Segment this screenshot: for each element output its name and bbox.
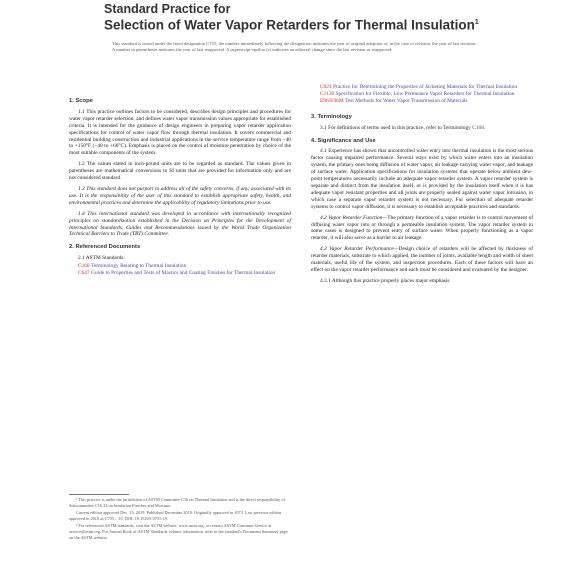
reference-title[interactable]: Terminology Relating to Thermal Insulation	[90, 263, 187, 270]
paragraph-4-1: 4.1 Experience has shown that uncontrolled water entry into thermal insulation is the most serious factor causing impaired performance. Several ways exist by which water enters into an insulation system, the primary ones being diffusion of water vapor, air leakage carrying water vapor, and leakage of surface water. Application specifications for insulation systems that operate below ambient dew-point temperatures necessarily include an adequate vapor retarder system. A vapor retarder system is separate and distinct from the insulation itself, or is provided by the insulation itself when it is has adequate vapor resistant properties and all joints are properly sealed against water vapor intrusion, in which case a separate vapor retarder system is not necessary. For selection of adequate retarder systems to control vapor diffusion, it is necessary to establish acceptable practices and standards.	[311, 148, 533, 210]
paragraph-4-3-1: 4.3.1 Although this practice properly places major emphasis	[320, 277, 450, 284]
paragraph-4-2-label: 4.2 Vapor Retarder Function—	[320, 214, 388, 221]
paragraph-4-3	[311, 246, 533, 274]
reference-c921[interactable]	[320, 84, 533, 91]
reference-title[interactable]: Guide to Properties and Tests of Mastics and Coating Finishes for Thermal Insulation	[91, 270, 276, 277]
paragraph-4-3-label: 4.3 Vapor Retarder Performance—	[320, 246, 399, 253]
terminology-link-c168[interactable]: C168	[472, 124, 484, 131]
reference-c647[interactable]	[78, 270, 291, 277]
reference-c1136[interactable]	[320, 91, 533, 98]
reference-code[interactable]: C921	[320, 84, 332, 90]
reference-title[interactable]: Test Methods for Water Vapor Transmission of Materials	[344, 97, 468, 104]
standard-type-heading: Standard Practice for	[104, 2, 231, 16]
left-column	[69, 92, 291, 277]
reference-title[interactable]: Specification for Flexible, Low Permeance Vapor Retarders for Thermal Insulation	[335, 90, 515, 97]
footnote-1: ¹ This practice is under the jurisdiction of ASTM Committee C16 on Thermal Insulation and is the direct responsibility of Subcommittee C16.33 on Insulation Finishes and Moisture.	[69, 497, 285, 508]
paragraph-4-2	[311, 215, 533, 243]
paragraph-4-3-text: Design choice of retarders will be affected by thickness of retarder materials, substrate to which applied, the number of joints, available length and width of sheet materials, useful life of the system, and inspection procedures. Each of these factors will have an effect on the vapor retarder performance and each must be considered and evaluated by the designer.	[311, 246, 533, 273]
reference-code[interactable]: C168	[78, 263, 90, 270]
reference-c168[interactable]	[78, 263, 291, 270]
document-title-text: Selection of Water Vapor Retarders for Thermal Insulation	[104, 17, 475, 33]
reference-code[interactable]: E96/E96M	[320, 97, 344, 104]
footnote-divider	[69, 494, 129, 495]
paragraph-3-1: 3.1 For definitions of terms used in this practice, refer to Terminology C168.	[320, 124, 486, 131]
reference-code[interactable]: C647	[78, 270, 90, 277]
paragraph-4-2-text: The primary function of a vapor retarder is to control movement of diffusing water vapor into or through a permeable insulation system. The vapor retarder system in some cases is designed to prevent entry of surface water. When properly functioning as a vapor retarder, it will also serve as a barrier to air leakage.	[311, 214, 533, 242]
paragraph-1-1: 1.1 This practice outlines factors to be considered, describes design principles and procedures for water vapor retarder selection, and defines water vapor transmission values appropriate for established criteria. It is intended for the guidance of design engineers in preparing vapor retarder application specifications for control of water vapor flow through thermal insulation. It covers commercial and residential building construction and industrial applications in the service temperature range from −40 to +150°F (−40 to +66°C). Emphasis is placed on the control of moisture penetration by choice of the most suitable components of the system.	[69, 108, 291, 157]
reference-code[interactable]: C1136	[320, 90, 335, 97]
right-column	[311, 84, 533, 289]
document-title	[104, 15, 504, 33]
reference-e96[interactable]	[320, 98, 533, 105]
paragraph-1-2: 1.2 The values stated in inch-pound units are to be regarded as standard. The values given in parentheses are mathematical conversions to SI units that are provided for information only and are not considered standard.	[69, 161, 291, 182]
reference-title[interactable]: Practice for Determining the Properties of Jacketing Materials for Thermal Insulation	[333, 84, 518, 90]
footnote-1-edition: Current edition approved Dec. 15, 2019. Published December 2019. Originally approved in 1973. Last previous edition approved in 2010 as C755 – 10. DOI: 10.1520/C0755-19.	[69, 510, 282, 521]
section-scope-heading: 1. Scope	[69, 98, 93, 104]
paragraph-1-3: 1.3 This standard does not purport to address all of the safety concerns, if any, associated with its use. It is the responsibility of the user of this standard to establish appropriate safety, health, and environmental practices and determine the applicability of regulatory limitations prior to use.	[69, 185, 291, 206]
section-referenced-docs-heading: 2. Referenced Documents	[69, 244, 141, 251]
paragraph-3-1-text: 3.1 For definitions of terms used in this practice, refer to Terminology	[320, 124, 471, 131]
designation-notice: This standard is issued under the fixed designation C755; the number immediately following the designation indicates the year of original adoption or, in the case of revision, the year of last revision. A number in parentheses indicates the year of last reapproval. A superscript epsilon (ε) indicates an editorial change since the last revision or reapproval.	[112, 41, 477, 53]
footnotes	[69, 497, 291, 542]
paragraph-1-4: 1.4 This international standard was developed in accordance with internationally recognized principles on standardization established in the Decision on Principles for the Development of International Standards, Guides and Recommendations issued by the World Trade Organization Technical Barriers to Trade (TBT) Committee.	[69, 210, 291, 238]
paragraph-2-1: 2.1 ASTM Standards:	[78, 255, 125, 262]
section-significance-heading: 4. Significance and Use	[311, 137, 376, 144]
section-terminology-heading: 3. Terminology	[311, 113, 352, 120]
footnote-2: ² For referenced ASTM standards, visit the ASTM website, www.astm.org, or contact ASTM Customer Service at service@astm.org. For Annual Book of ASTM Standards volume information, refer to the standard's Document Summary page on the ASTM website.	[69, 523, 288, 540]
title-footnote-marker: 1	[474, 19, 479, 26]
